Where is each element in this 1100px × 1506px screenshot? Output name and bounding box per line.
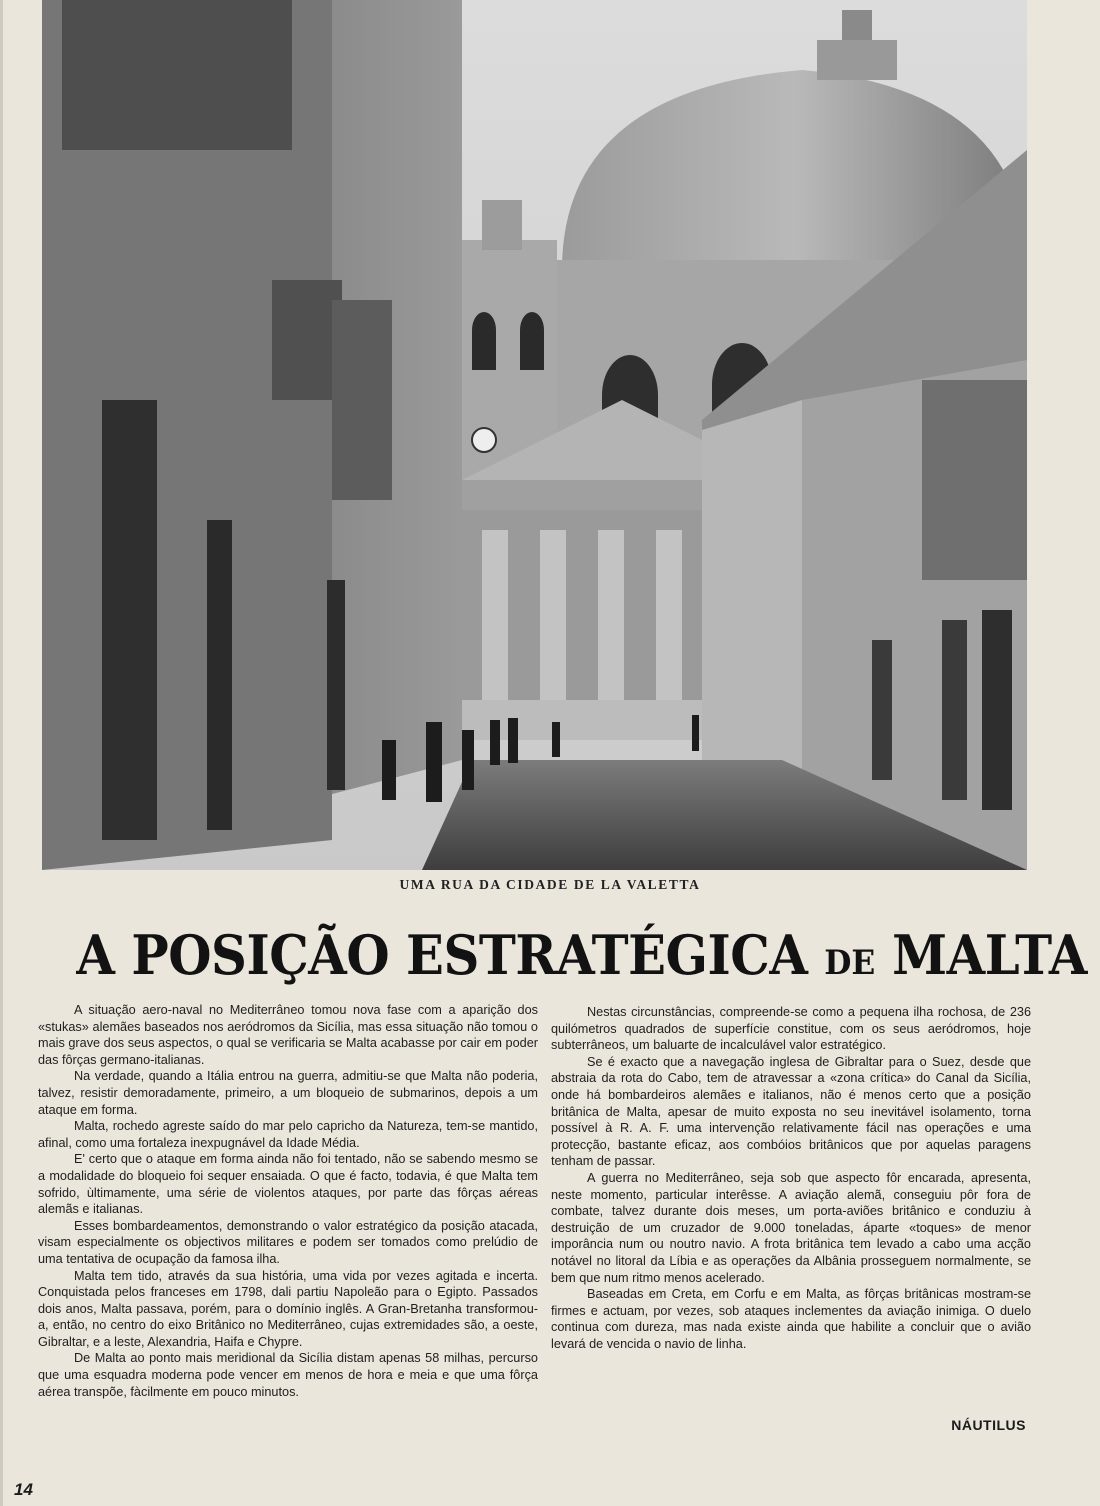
article-title — [76, 920, 1088, 998]
paragraph: Esses bombardeamentos, demonstrando o valor estratégico da posição atacada, visam especialmente os objectivos militares e podem ser tomados como prelúdio de uma tentativa de ocupação da famosa ilha. — [38, 1218, 538, 1266]
paragraph: De Malta ao ponto mais meridional da Sicília distam apenas 58 milhas, percurso que uma esquadra moderna pode vencer em menos de hora e meia e que uma fôrça aérea transpõe, fàcilmente em pouco minutos. — [38, 1351, 538, 1399]
title-part-de: DE — [824, 943, 876, 983]
article-right-column — [551, 1004, 1031, 1352]
street-photo — [42, 0, 1027, 870]
author-signature: NÁUTILUS — [951, 1417, 1026, 1433]
paragraph: Na verdade, quando a Itália entrou na guerra, admitiu-se que Malta não poderia, talvez, resistir demoradamente, primeiro, a um bloqueio de submarinos, depois a um ataque em forma. — [38, 1069, 538, 1117]
page-number: 14 — [14, 1480, 33, 1499]
paragraph: Se é exacto que a navegação inglesa de Gibraltar para o Suez, desde que abstraia da rota do Cabo, tem de atravessar a «zona crítica» do Canal da Sicília, onde há bombardeiros alemães e italianos, não é menos certo que a posição britânica de Malta, apesar de muito exposta no seu inevitável isolamento, torna possível à R. A. F. uma intervenção relativamente fácil nas operações e uma protecção, bastante eficaz, aos combóios britânicos que por aquelas paragens tenham de passar. — [551, 1054, 1031, 1169]
paragraph: Nestas circunstâncias, compreende-se como a pequena ilha rochosa, de 236 quilómetros quadrados de superfície constitue, com os seus aeródromos, hoje subterrâneos, um baluarte de incalculável valor estratégico. — [551, 1005, 1031, 1053]
photo-caption: UMA RUA DA CIDADE DE LA VALETTA — [399, 877, 701, 892]
title-part-2: MALTA — [892, 923, 1088, 987]
paragraph: A guerra no Mediterrâneo, seja sob que aspecto fôr encarada, apresenta, neste momento, particular interêsse. A aviação alemã, conseguiu pôr fora de combate, talvez durante dois meses, um porta-aviões britânico e conduziu à destruição de um cruzador de 9.000 toneladas, áparte «toques» de menor imporância num ou noutro navio. A frota britânica tem levado a cabo uma acção notável no litoral da Líbia e as operações da Albânia prosseguem normalmente, se bem que num ritmo menos acelerado. — [551, 1170, 1031, 1285]
title-part-1: A POSIÇÃO ESTRATÉGICA — [76, 923, 808, 987]
article-left-column — [38, 1002, 538, 1400]
paragraph: A situação aero-naval no Mediterrâneo tomou nova fase com a aparição dos «stukas» alemães baseados nos aeródromos da Sicília, mas essa situação não tomou o mais grave dos seus aspectos, o qual se verificaria se Malta acabasse por cair em poder das fôrças germano-italianas. — [38, 1003, 538, 1067]
paragraph: Malta, rochedo agreste saído do mar pelo capricho da Natureza, tem-se mantido, afinal, como uma fortaleza inexpugnável da Idade Média. — [38, 1119, 538, 1150]
paragraph: Baseadas em Creta, em Corfu e em Malta, as fôrças britânicas mostram-se firmes e actuam, por vezes, sob ataques inclementes da aviação inimiga. O duelo continua com dureza, mas nada existe ainda que habilite a concluir que o avião levará de vencida o navio de linha. — [551, 1287, 1031, 1351]
paragraph: E' certo que o ataque em forma ainda não foi tentado, não se sabendo mesmo se a modalidade do bloqueio foi sequer ensaiada. O que é facto, todavia, é que Malta tem sofrido, ùltimamente, uma série de violentos ataques, por parte das fôrças aéreas alemãs e italianas. — [38, 1152, 538, 1217]
paragraph: Malta tem tido, através da sua história, uma vida por vezes agitada e incerta. Conquistada pelos franceses em 1798, dali partiu Napoleão para o Egipto. Passados dois anos, Malta passava, porém, para o domínio inglês. A Gran-Bretanha transformou-a, então, no centro do eixo Britânico no Mediterrâneo, cujas extremidades são, a oeste, Gibraltar, e a leste, Alexandria, Haifa e Chypre. — [38, 1268, 538, 1349]
